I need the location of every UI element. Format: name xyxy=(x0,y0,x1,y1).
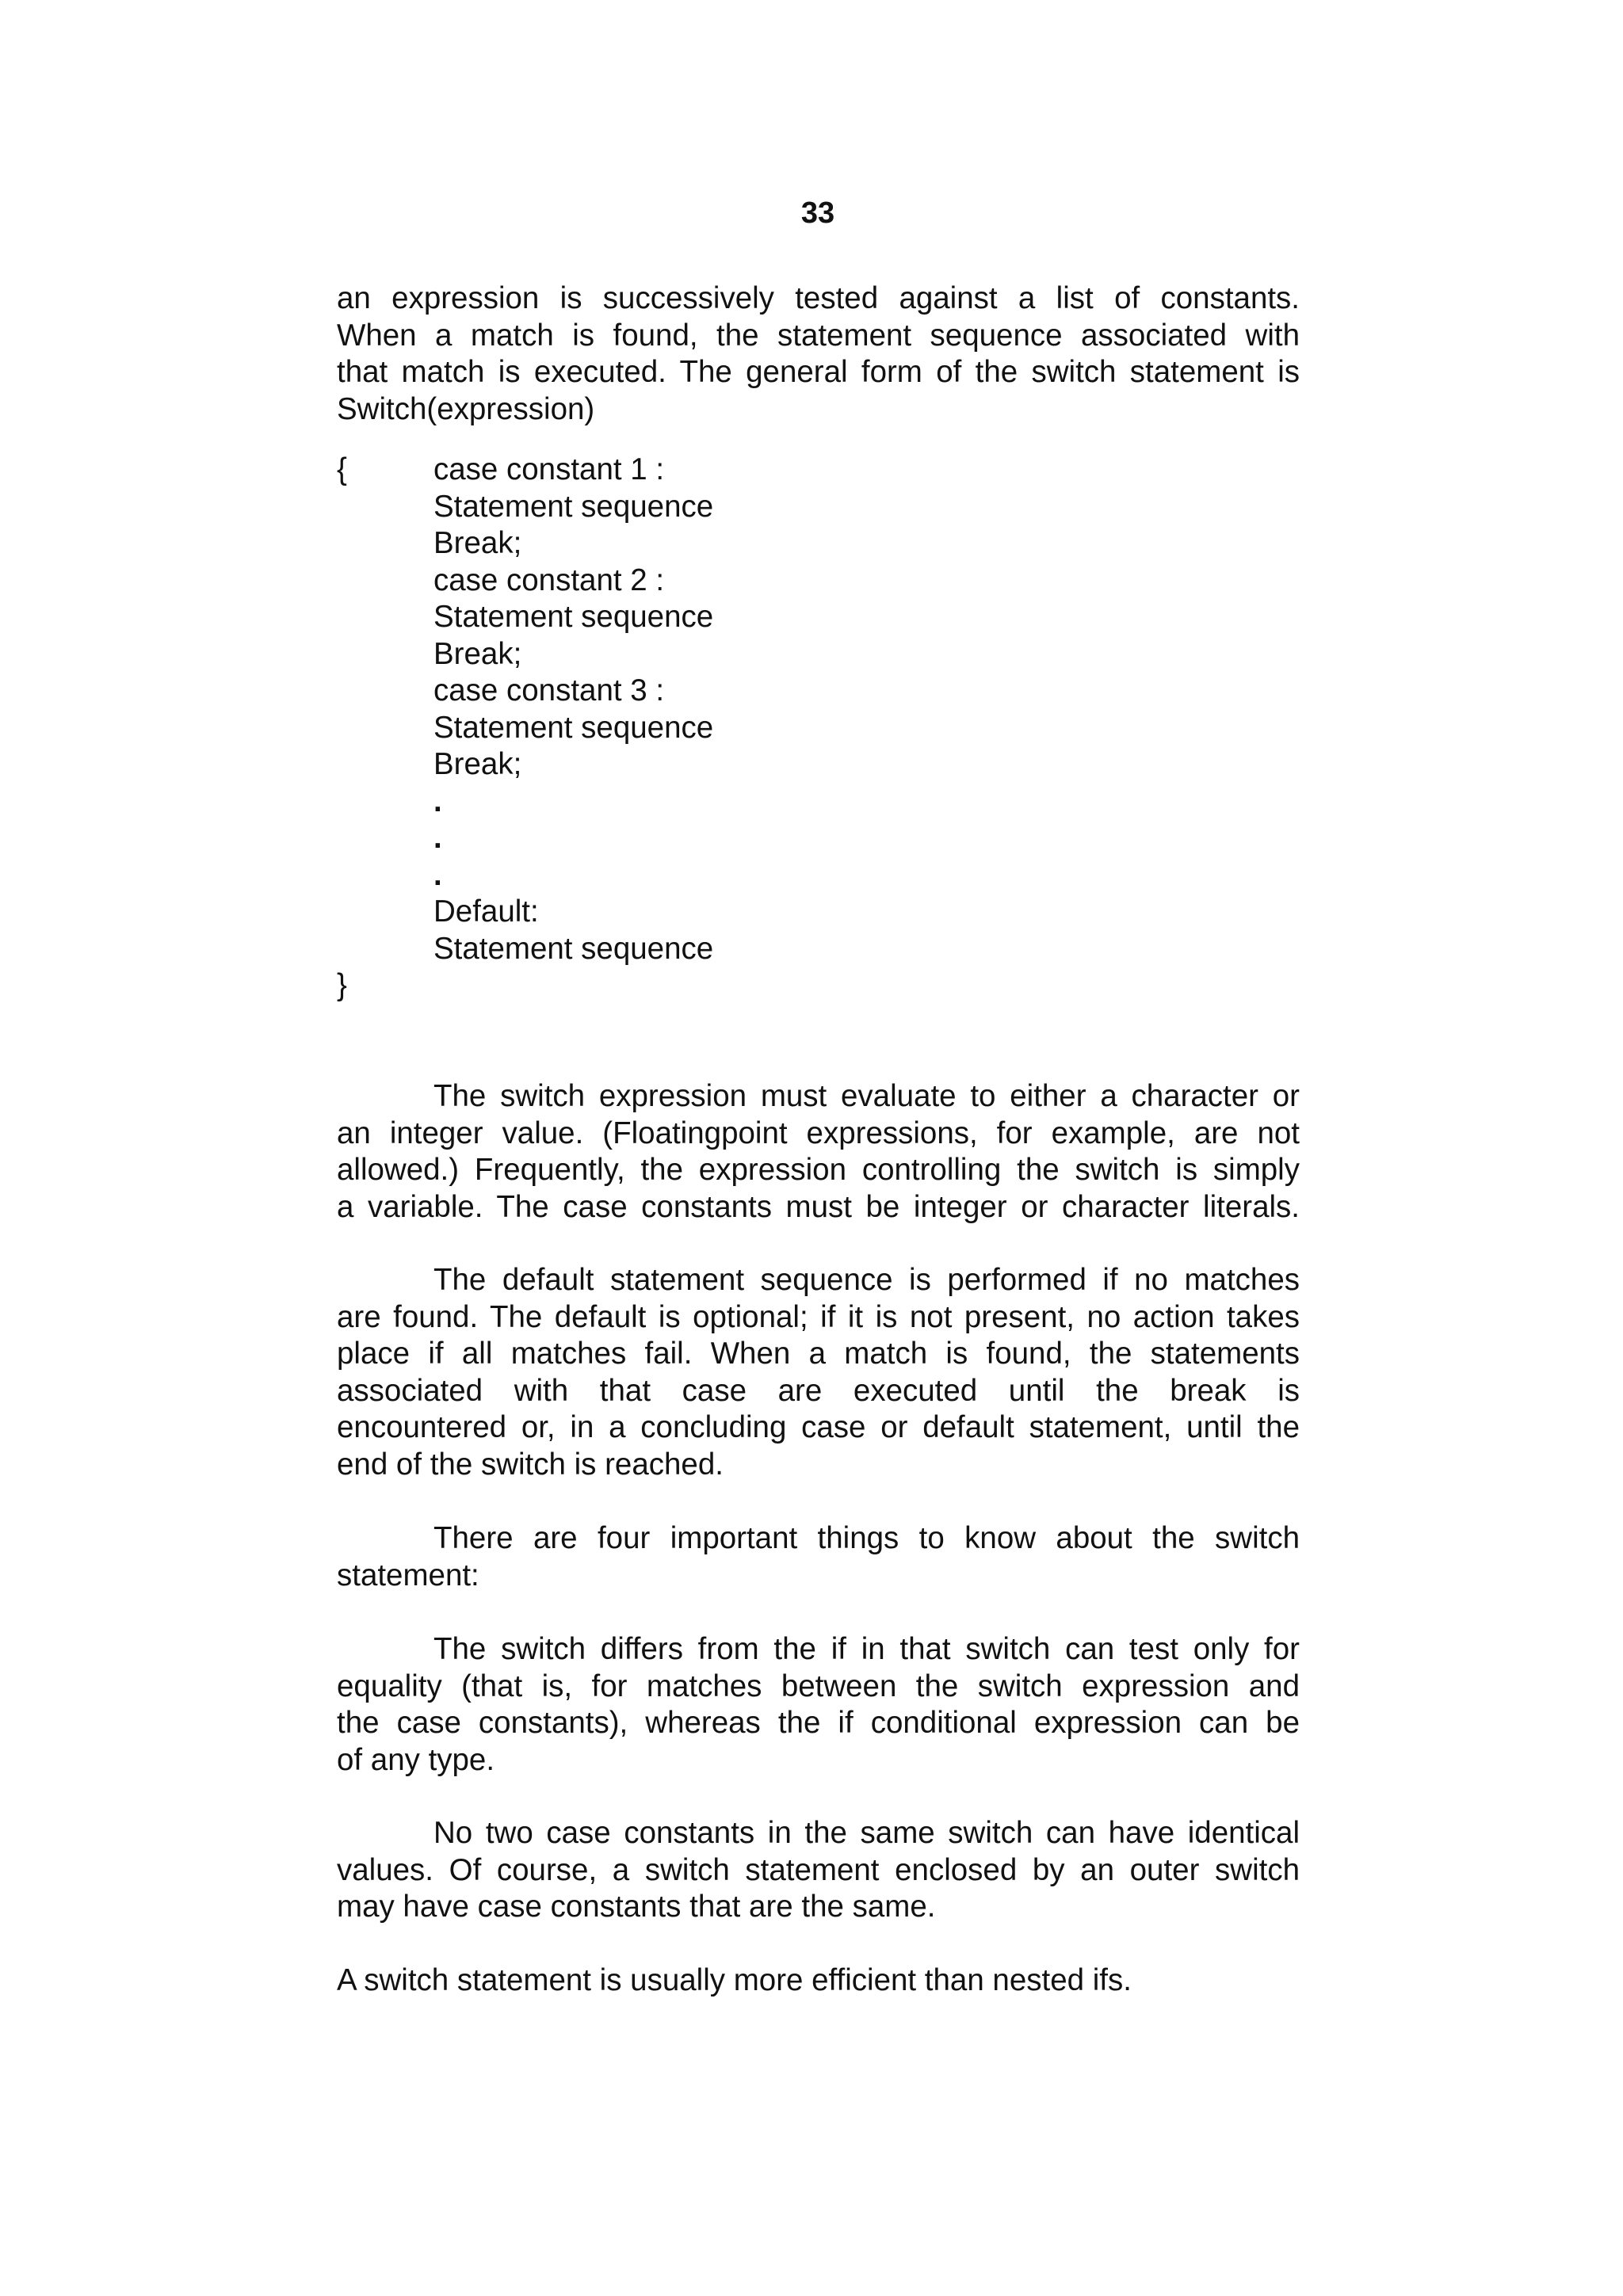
paragraph-default-statement xyxy=(337,1262,1300,1483)
code-line: case constant 3 : xyxy=(433,673,665,707)
text-line: are found. The default is optional; if it is not present, no action takes xyxy=(337,1299,1300,1334)
text-line: place if all matches fail. When a match is found, the statements xyxy=(337,1337,1300,1371)
code-line: Break; xyxy=(433,747,522,781)
text-line: The switch differs from the if in that switch can test only for xyxy=(433,1632,1300,1666)
text-line: statement: xyxy=(337,1558,479,1592)
text-line: encountered or, in a concluding case or default statement, until the xyxy=(337,1410,1300,1444)
text-line: The default statement sequence is performed if no matches xyxy=(433,1263,1300,1297)
code-line: Default: xyxy=(433,894,539,929)
text-line: the case constants), whereas the if conditional expression can be xyxy=(337,1706,1300,1740)
ellipsis-dot: . xyxy=(433,784,442,818)
paragraph-efficiency xyxy=(337,1962,1300,2000)
code-line: Statement sequence xyxy=(433,600,714,634)
text-line: of any type. xyxy=(337,1742,495,1777)
open-brace: { xyxy=(337,452,347,486)
text-line: A switch statement is usually more efficient than nested ifs. xyxy=(337,1963,1132,1997)
text-line: Switch(expression) xyxy=(337,391,595,426)
code-line: Break; xyxy=(433,526,522,560)
page-number: 33 xyxy=(800,196,835,230)
paragraph-equality-test xyxy=(337,1631,1300,1779)
text-line: The switch expression must evaluate to either a character or xyxy=(433,1079,1300,1113)
close-brace: } xyxy=(337,968,347,1002)
text-line: may have case constants that are the same. xyxy=(337,1890,936,1924)
text-line: an integer value. (Floatingpoint expressions, for example, are not xyxy=(337,1116,1300,1150)
text-line: There are four important things to know about the switch xyxy=(433,1521,1300,1555)
text-line: allowed.) Frequently, the expression controlling the switch is simply xyxy=(337,1153,1300,1187)
text-line: that match is executed. The general form of the switch statement is xyxy=(337,355,1300,389)
text-line: associated with that case are executed until the break is xyxy=(337,1373,1300,1408)
ellipsis-dot: . xyxy=(433,857,442,892)
paragraph-identical-values xyxy=(337,1815,1300,1926)
text-line: a variable. The case constants must be integer or character literals. xyxy=(337,1189,1300,1224)
text-line: end of the switch is reached. xyxy=(337,1447,724,1482)
intro-paragraph xyxy=(337,280,1300,428)
code-line: Statement sequence xyxy=(433,710,714,745)
code-line: case constant 1 : xyxy=(433,452,665,486)
text-line: No two case constants in the same switch can have identical xyxy=(433,1816,1300,1850)
text-line: an expression is successively tested against a list of constants. xyxy=(337,281,1300,315)
text-line: When a match is found, the statement sequence associated with xyxy=(337,318,1300,353)
text-line: equality (that is, for matches between the switch expression and xyxy=(337,1669,1300,1703)
code-line: case constant 2 : xyxy=(433,563,665,597)
code-line: Break; xyxy=(433,636,522,671)
code-lines xyxy=(433,452,988,967)
ellipsis-dot: . xyxy=(433,821,442,855)
code-line: Statement sequence xyxy=(433,489,714,524)
code-line: Statement sequence xyxy=(433,931,714,966)
text-line: values. Of course, a switch statement enclosed by an outer switch xyxy=(337,1852,1300,1887)
paragraph-four-things xyxy=(337,1520,1300,1594)
paragraph-switch-expression xyxy=(337,1078,1300,1226)
